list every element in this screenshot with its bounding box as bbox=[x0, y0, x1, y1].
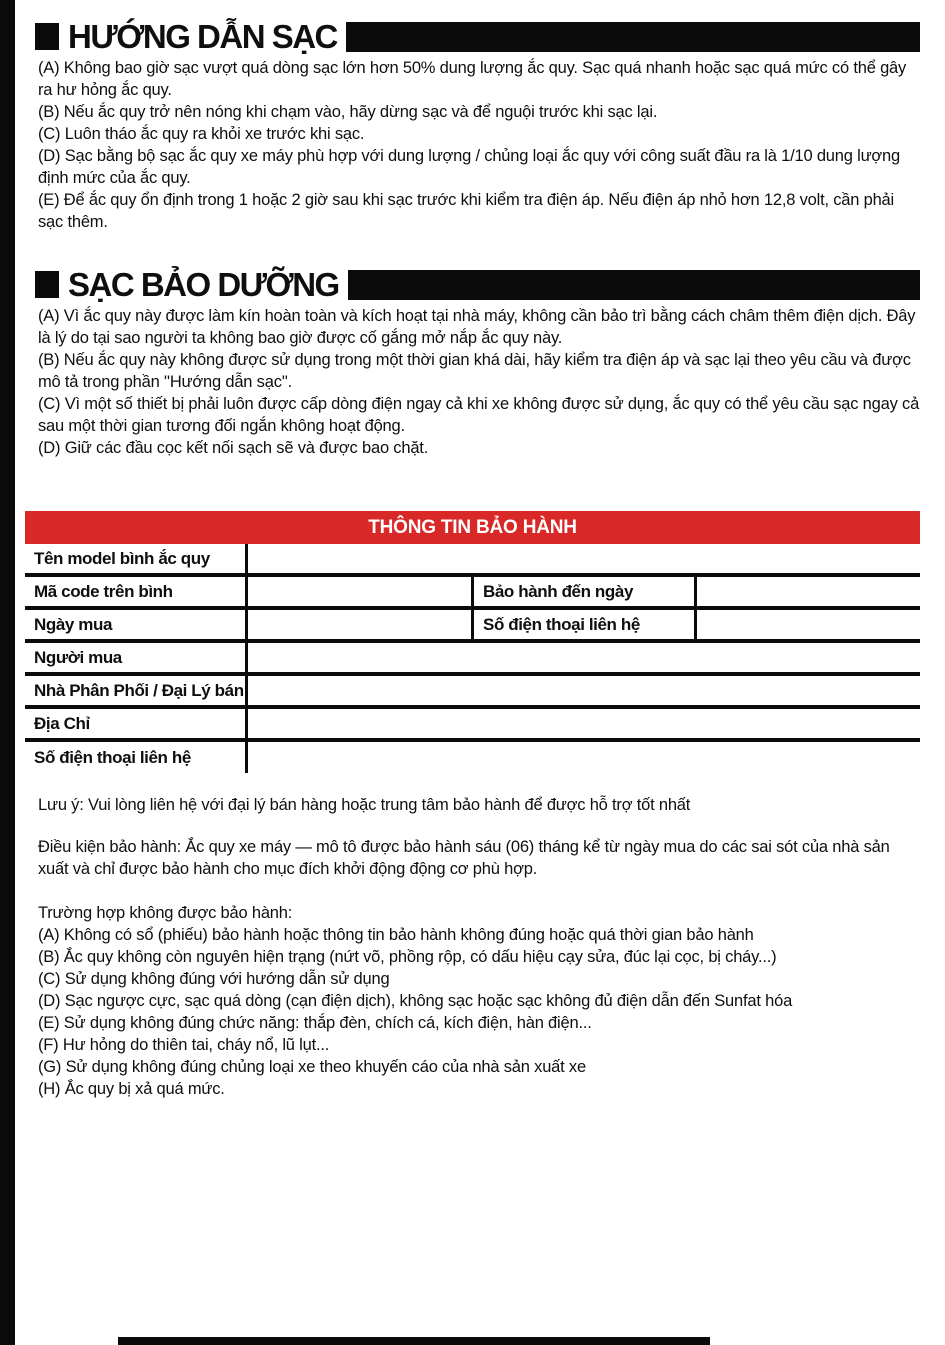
row-value-blank bbox=[697, 610, 920, 639]
table-row bbox=[25, 643, 920, 676]
section-header-charging bbox=[25, 18, 920, 55]
row-value-blank bbox=[248, 610, 474, 639]
exclusions-heading: Trường hợp không được bảo hành: bbox=[38, 904, 293, 922]
bottom-black-bar bbox=[118, 1337, 710, 1345]
table-row bbox=[25, 544, 920, 577]
charging-instruction-item: (C) Luôn tháo ắc quy ra khỏi xe trước khi sạc. bbox=[38, 125, 365, 143]
exclusion-item: (E) Sử dụng không đúng chức năng: thắp đèn, chích cá, kích điện, hàn điện... bbox=[38, 1014, 592, 1032]
section-header-maintenance bbox=[25, 266, 920, 303]
charging-instruction-item: (D) Sạc bằng bộ sạc ắc quy xe máy phù hợp với dung lượng / chủng loại ắc quy với công suất đầu ra là 1/10 dung lượng định mức của ắc quy. bbox=[38, 147, 901, 187]
row-label: Số điện thoại liên hệ bbox=[474, 610, 697, 639]
row-label: Địa Chỉ bbox=[25, 709, 248, 738]
table-row bbox=[25, 676, 920, 709]
section-title-maintenance: SẠC BẢO DƯỠNG bbox=[68, 266, 339, 303]
row-value-blank bbox=[248, 742, 920, 773]
table-row bbox=[25, 742, 920, 773]
warranty-info-table bbox=[25, 511, 920, 773]
support-note: Lưu ý: Vui lòng liên hệ với đại lý bán hàng hoặc trung tâm bảo hành để được hỗ trợ tốt nhất bbox=[38, 796, 691, 814]
table-row bbox=[25, 610, 920, 643]
exclusion-item: (B) Ắc quy không còn nguyên hiện trạng (nứt võ, phồng rộp, có dấu hiệu cạy sửa, đúc lại cọc, bị cháy...) bbox=[38, 948, 777, 966]
exclusion-item: (A) Không có sổ (phiếu) bảo hành hoặc thông tin bảo hành không đúng hoặc quá thời gian bảo hành bbox=[38, 926, 754, 944]
black-square-bullet-icon bbox=[35, 23, 59, 50]
row-label: Người mua bbox=[25, 643, 248, 672]
charging-instruction-item: (E) Để ắc quy ổn định trong 1 hoặc 2 giờ sau khi sạc trước khi kiểm tra điện áp. Nếu điện áp nhỏ hơn 12,8 volt, cần phải sạc thêm. bbox=[38, 191, 895, 231]
row-label: Số điện thoại liên hệ bbox=[25, 742, 248, 773]
row-value-blank bbox=[248, 676, 920, 705]
header-rule-bar bbox=[346, 22, 920, 52]
row-value-blank bbox=[248, 709, 920, 738]
section-title-charging: HƯỚNG DẪN SẠC bbox=[68, 18, 337, 55]
row-value-blank bbox=[248, 643, 920, 672]
header-rule-bar bbox=[348, 270, 920, 300]
maintenance-item: (B) Nếu ắc quy này không được sử dụng trong một thời gian khá dài, hãy kiểm tra điện áp và sạc lại theo yêu cầu và được mô tả trong phần ''Hướng dẫn sạc''. bbox=[38, 351, 911, 391]
charging-instruction-item: (A) Không bao giờ sạc vượt quá dòng sạc lớn hơn 50% dung lượng ắc quy. Sạc quá nhanh hoặc sạc quá mức có thể gây ra hư hỏng ắc quy. bbox=[38, 59, 907, 99]
row-label: Ngày mua bbox=[25, 610, 248, 639]
row-label: Tên model bình ắc quy bbox=[25, 544, 248, 573]
exclusion-item: (G) Sử dụng không đúng chủng loại xe theo khuyến cáo của nhà sản xuất xe bbox=[38, 1058, 586, 1076]
row-label: Bảo hành đến ngày bbox=[474, 577, 697, 606]
maintenance-item: (A) Vì ắc quy này được làm kín hoàn toàn và kích hoạt tại nhà máy, không cần bảo trì bằng cách châm thêm điện dịch. Đây là lý do tại sao người ta không bao giờ được cố gắng mở nắp ắc quy này. bbox=[38, 307, 916, 347]
table-row bbox=[25, 577, 920, 610]
exclusion-item: (F) Hư hỏng do thiên tai, cháy nổ, lũ lụt... bbox=[38, 1036, 330, 1054]
exclusion-item: (C) Sử dụng không đúng với hướng dẫn sử dụng bbox=[38, 970, 390, 988]
exclusion-item: (H) Ắc quy bị xả quá mức. bbox=[38, 1080, 225, 1098]
row-label: Mã code trên bình bbox=[25, 577, 248, 606]
charging-instruction-item: (B) Nếu ắc quy trở nên nóng khi chạm vào, hãy dừng sạc và để nguội trước khi sạc lại. bbox=[38, 103, 658, 121]
left-edge-black-bar bbox=[0, 0, 15, 1345]
leaflet-content bbox=[25, 0, 920, 1100]
maintenance-item: (D) Giữ các đầu cọc kết nối sạch sẽ và được bao chặt. bbox=[38, 439, 429, 457]
row-value-blank bbox=[248, 544, 920, 573]
black-square-bullet-icon bbox=[35, 271, 59, 298]
exclusion-item: (D) Sạc ngược cực, sạc quá dòng (cạn điện dịch), không sạc hoặc sạc không đủ điện dẫn đến Sunfat hóa bbox=[38, 992, 793, 1010]
row-label: Nhà Phân Phối / Đại Lý bán bbox=[25, 676, 248, 705]
maintenance-item: (C) Vì một số thiết bị phải luôn được cấp dòng điện ngay cả khi xe không được sử dụng, ắc quy có thể yêu cầu sạc ngay cả sau một thời gian tương đối ngắn không hoạt động. bbox=[38, 395, 920, 435]
warranty-conditions: Điều kiện bảo hành: Ắc quy xe máy — mô tô được bảo hành sáu (06) tháng kể từ ngày mua do các sai sót của nhà sản xuất và chỉ được bảo hành cho mục đích khởi động động cơ phù hợp. bbox=[38, 838, 890, 878]
table-row bbox=[25, 709, 920, 742]
row-value-blank bbox=[697, 577, 920, 606]
warranty-table-title: THÔNG TIN BẢO HÀNH bbox=[25, 511, 920, 544]
row-value-blank bbox=[248, 577, 474, 606]
